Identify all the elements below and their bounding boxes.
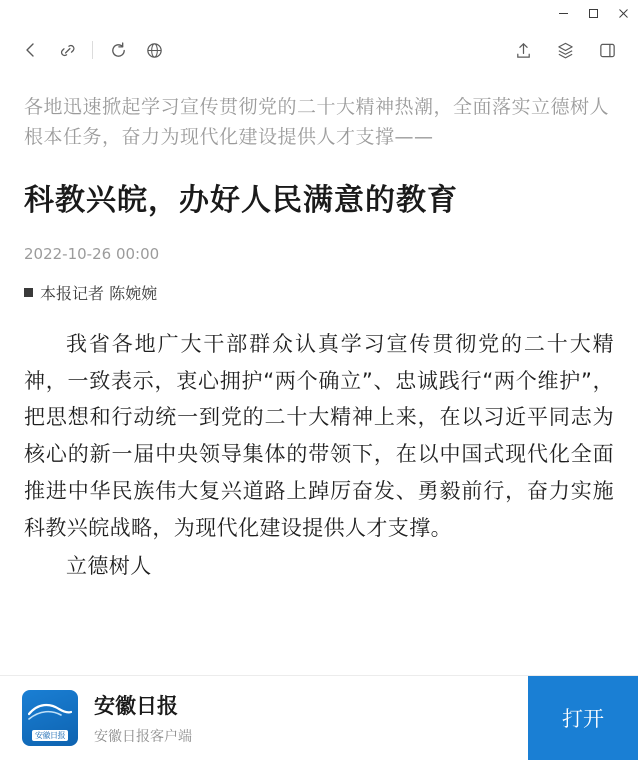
article-paragraph: 我省各地广大干部群众认真学习宣传贯彻党的二十大精神，一致表示，衷心拥护“两个确立”、忠诚践行“两个维护”，把思想和行动统一到党的二十大精神上来，在以习近平同志为核心的新一届中央领导集体的带领下，在以中国式现代化全面推进中华民族伟大复兴道路上踔厉奋发、勇毅前行，奋力实施科教兴皖战略，为现代化建设提供人才支撑。 — [24, 331, 614, 540]
maximize-button[interactable] — [578, 0, 608, 26]
app-text-block — [94, 690, 192, 746]
link-icon[interactable] — [50, 33, 84, 67]
close-button[interactable] — [608, 0, 638, 26]
app-logo-icon — [22, 690, 78, 746]
article-paragraph: 立德树人 — [66, 554, 152, 579]
square-marker-icon — [24, 288, 33, 297]
article-byline-text: 本报记者 陈婉婉 — [40, 283, 158, 303]
open-app-button[interactable]: 打开 — [528, 676, 638, 760]
article-content — [0, 70, 638, 760]
app-name: 安徽日报 — [94, 694, 178, 718]
title-bar — [0, 0, 638, 30]
back-arrow-icon[interactable] — [14, 33, 48, 67]
article-shoulder-title: 各地迅速掀起学习宣传贯彻党的二十大精神热潮，全面落实立德树人根本任务，奋力为现代化建设提供人才支撑—— — [24, 96, 610, 149]
article-publish-date: 2022-10-26 00:00 — [24, 244, 160, 263]
globe-icon[interactable] — [137, 33, 171, 67]
collections-icon[interactable] — [548, 33, 582, 67]
app-subtitle: 安徽日报客户端 — [94, 729, 192, 745]
app-promo-bar — [0, 675, 638, 760]
sidebar-icon[interactable] — [590, 33, 624, 67]
app-logo-badge-text: 安徽日报 — [32, 730, 68, 741]
article-headline: 科教兴皖，办好人民满意的教育 — [24, 182, 458, 218]
app-promo-info[interactable] — [0, 676, 528, 760]
minimize-button[interactable] — [548, 0, 578, 26]
toolbar-divider — [92, 41, 93, 59]
share-icon[interactable] — [506, 33, 540, 67]
browser-toolbar — [0, 30, 638, 70]
refresh-icon[interactable] — [101, 33, 135, 67]
article-byline — [24, 281, 614, 304]
